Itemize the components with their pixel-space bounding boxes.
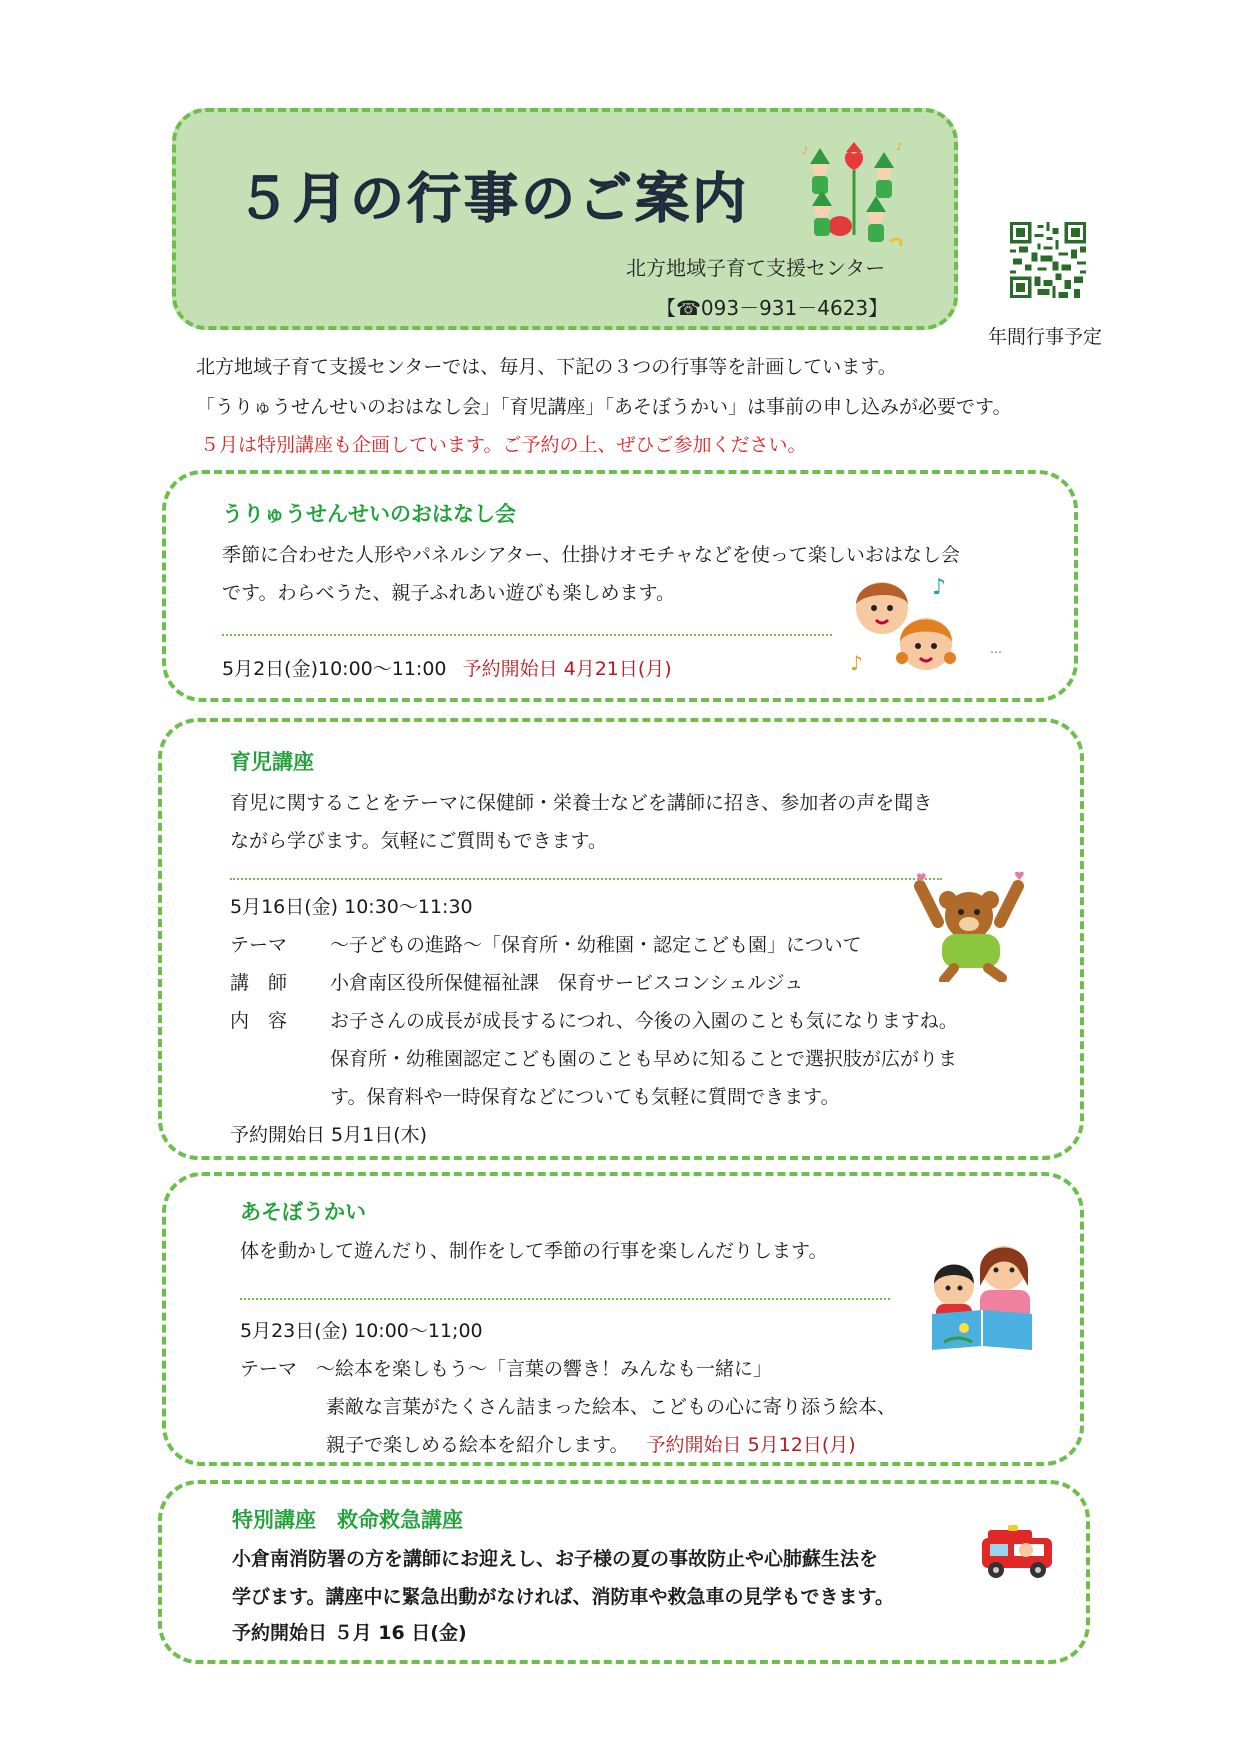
event-special-lecture bbox=[158, 1480, 1090, 1664]
elves-illustration bbox=[800, 140, 908, 250]
page-title: ５月の行事のご案内 bbox=[236, 167, 749, 230]
event-datetime: 5月23日(金) 10:00～11;00 bbox=[240, 1320, 483, 1342]
svg-text:♪: ♪ bbox=[850, 651, 863, 675]
event-storytelling bbox=[162, 470, 1078, 702]
organization-name: 北方地域子育て支援センター bbox=[626, 256, 886, 280]
content-line-2-text: 親子で楽しめる絵本を紹介します。 bbox=[326, 1434, 629, 1456]
theme-label: テーマ bbox=[230, 934, 288, 956]
svg-text:♥: ♥ bbox=[1014, 872, 1025, 883]
content-line-1: お子さんの成長が成長するにつれ、今後の入園のことも気になりますね。 bbox=[330, 1010, 958, 1032]
content-line-1: 素敵な言葉がたくさん詰まった絵本、こどもの心に寄り添う絵本、 bbox=[326, 1396, 897, 1418]
event-description-line-1: 季節に合わせた人形やパネルシアター、仕掛けオモチャなどを使って楽しいおはなし会 bbox=[222, 544, 960, 566]
svg-text:♥: ♥ bbox=[916, 872, 927, 885]
reservation-date: 予約開始日 ５月 16 日(金) bbox=[232, 1622, 467, 1644]
reservation-date: 予約開始日 5月1日(木) bbox=[230, 1124, 428, 1146]
theme-text: ～絵本を楽しもう～「言葉の響き！みんなも一緒に」 bbox=[316, 1358, 773, 1380]
event-parenting-lecture bbox=[158, 718, 1084, 1160]
ellipsis-mark: … bbox=[990, 642, 1002, 656]
divider bbox=[222, 634, 832, 636]
event-description-line-1: 小倉南消防署の方を講師にお迎えし、お子様の夏の事故防止や心肺蘇生法を bbox=[232, 1548, 879, 1570]
reservation-date: 予約開始日 5月12日(月) bbox=[646, 1434, 856, 1456]
event-description-line-1: 体を動かして遊んだり、制作をして季節の行事を楽しんだりします。 bbox=[240, 1240, 828, 1262]
qr-caption: 年間行事予定 bbox=[988, 326, 1103, 348]
content-line-2: 保育所・幼稚園認定こども園のことも早めに知ることで選択肢が広がりま bbox=[330, 1048, 958, 1070]
event-datetime-text: 5月2日(金)10:00～11:00 bbox=[222, 658, 447, 680]
children-illustration bbox=[846, 574, 966, 684]
theme-label: テーマ bbox=[240, 1358, 298, 1380]
svg-text:♪: ♪ bbox=[802, 146, 809, 157]
bear-illustration bbox=[914, 872, 1034, 982]
reading-illustration bbox=[924, 1238, 1044, 1358]
phone-number: 【☎093－931－4623】 bbox=[656, 296, 889, 320]
content-line-2 bbox=[326, 1430, 856, 1457]
event-description-line-1: 育児に関することをテーマに保健師・栄養士などを講師に招き、参加者の声を聞き bbox=[230, 792, 933, 814]
lecturer-label: 講 師 bbox=[230, 972, 288, 994]
event-theme bbox=[240, 1354, 772, 1381]
intro-line-2: 「うりゅうせんせいのおはなし会」「育児講座」「あそぼうかい」は事前の申し込みが必要です。 bbox=[196, 396, 1012, 418]
divider bbox=[230, 878, 942, 880]
fire-truck-illustration bbox=[978, 1522, 1056, 1580]
event-description-line-2: です。わらべうた、親子ふれあい遊びも楽しめます。 bbox=[222, 582, 675, 604]
event-description-line-2: ながら学びます。気軽にご質問もできます。 bbox=[230, 830, 607, 852]
event-theme bbox=[230, 930, 862, 957]
lecturer-text: 小倉南区役所保健福祉課 保育サービスコンシェルジュ bbox=[330, 972, 804, 994]
event-datetime bbox=[222, 654, 672, 681]
qr-code-icon[interactable] bbox=[1010, 222, 1086, 298]
theme-text: ～子どもの進路～「保育所・幼稚園・認定こども園」について bbox=[330, 934, 862, 956]
content-label: 内 容 bbox=[230, 1010, 288, 1032]
event-title: 育児講座 bbox=[230, 750, 314, 774]
event-description-line-2: 学びます。講座中に緊急出動がなければ、消防車や救急車の見学もできます。 bbox=[232, 1586, 894, 1608]
event-title: うりゅうせんせいのおはなし会 bbox=[222, 502, 516, 526]
reservation-date: 予約開始日 4月21日(月) bbox=[462, 658, 672, 680]
divider bbox=[240, 1298, 890, 1300]
event-content bbox=[230, 1006, 958, 1033]
svg-text:♪: ♪ bbox=[932, 575, 947, 600]
event-title: 特別講座 救命救急講座 bbox=[232, 1508, 463, 1532]
content-line-3: す。保育料や一時保育などについても気軽に質問できます。 bbox=[330, 1086, 840, 1108]
event-lecturer bbox=[230, 968, 803, 995]
svg-text:♪: ♪ bbox=[896, 142, 903, 153]
event-playtime bbox=[162, 1172, 1084, 1466]
intro-line-3: ５月は特別講座も企画しています。ご予約の上、ぜひご参加ください。 bbox=[200, 434, 807, 456]
intro-line-1: 北方地域子育て支援センターでは、毎月、下記の３つの行事等を計画しています。 bbox=[196, 356, 897, 378]
event-title: あそぼうかい bbox=[240, 1200, 366, 1224]
event-datetime: 5月16日(金) 10:30～11:30 bbox=[230, 896, 473, 918]
